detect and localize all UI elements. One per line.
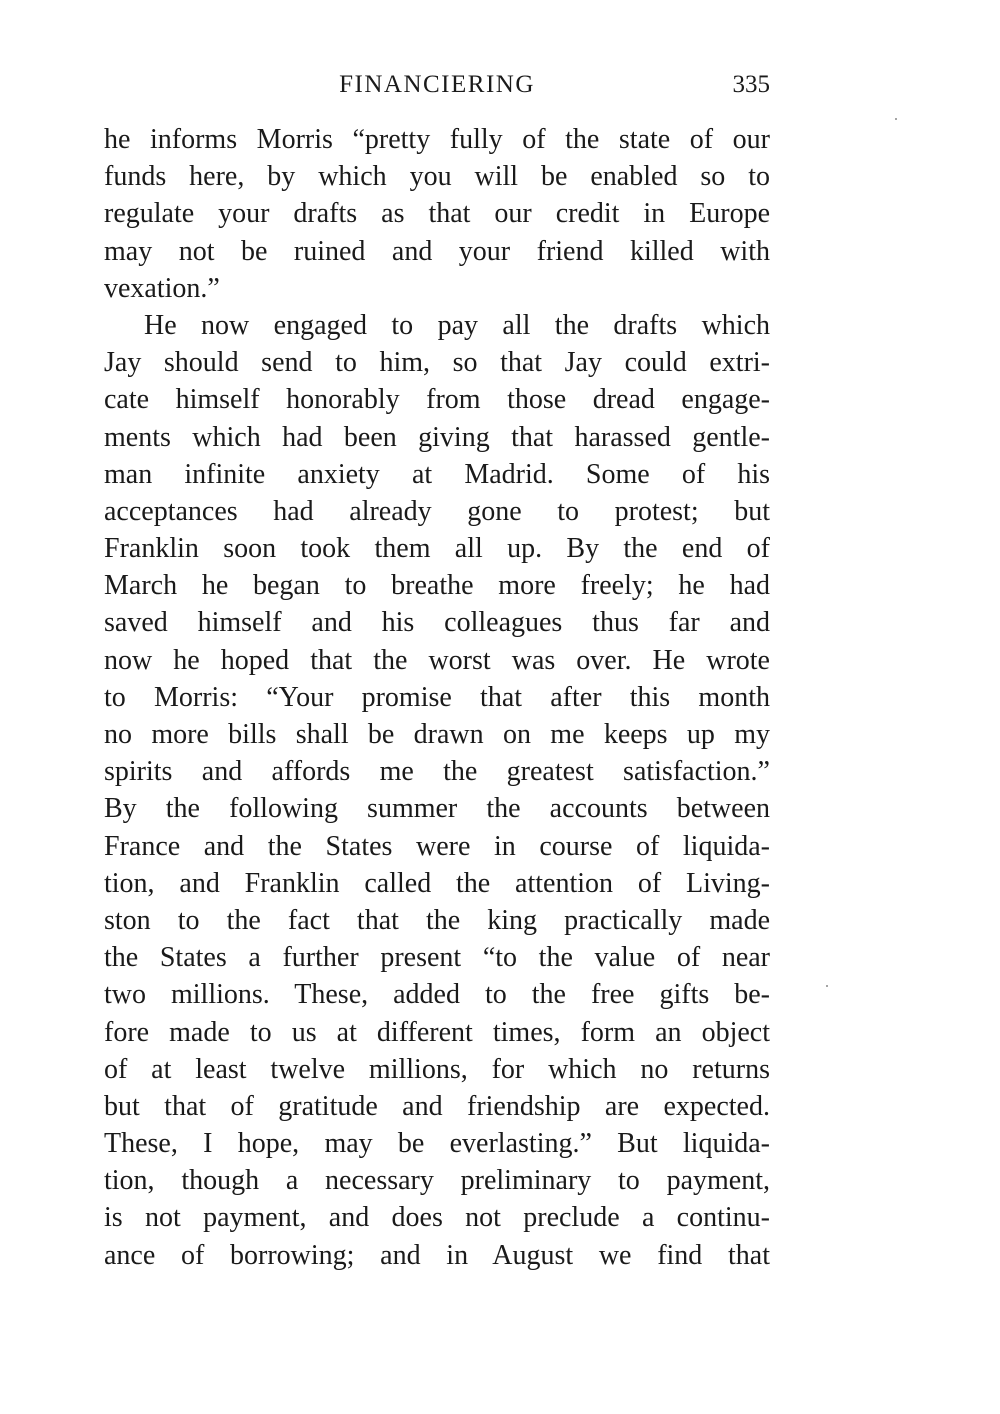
text-line: Franklin soon took them all up. By the end of — [104, 533, 770, 565]
text-line: now he hoped that the worst was over. He wrote — [104, 644, 770, 676]
text-line: ance of borrowing; and in August we find that — [104, 1239, 770, 1271]
text-line: may not be ruined and your friend killed with — [104, 235, 770, 267]
text-line: By the following summer the accounts between — [104, 793, 770, 825]
text-line: no more bills shall be drawn on me keeps up my — [104, 719, 770, 750]
text-line: of at least twelve millions, for which no returns — [104, 1053, 770, 1085]
text-line: These, I hope, may be everlasting.” But liquida- — [104, 1128, 770, 1160]
text-line: is not payment, and does not preclude a continu- — [104, 1202, 770, 1234]
running-head — [104, 68, 770, 102]
paragraph-1 — [104, 121, 770, 307]
text-line: tion, and Franklin called the attention of Living- — [104, 867, 770, 899]
text-line: tion, though a necessary preliminary to payment, — [104, 1165, 770, 1197]
text-line: but that of gratitude and friendship are expected. — [104, 1090, 770, 1122]
text-line: Jay should send to him, so that Jay could extri- — [104, 347, 770, 379]
text-line: vexation.” — [104, 272, 220, 304]
text-line: man infinite anxiety at Madrid. Some of his — [104, 458, 770, 490]
text-line: to Morris: “Your promise that after this month — [104, 681, 770, 713]
text-line: the States a further present “to the value of near — [104, 942, 770, 974]
paragraph-2 — [104, 307, 770, 1274]
page-number: 335 — [732, 71, 770, 98]
text-line: He now engaged to pay all the drafts which — [144, 309, 770, 341]
text-line: two millions. These, added to the free gifts be- — [104, 979, 770, 1011]
scan-speck — [895, 118, 897, 120]
text-line: March he began to breathe more freely; he had — [104, 570, 770, 602]
text-line: acceptances had already gone to protest; but — [104, 495, 770, 527]
text-line: fore made to us at different times, form an object — [104, 1016, 770, 1048]
text-line: France and the States were in course of liquida- — [104, 830, 770, 862]
body-text — [104, 121, 770, 1274]
text-line: cate himself honorably from those dread engage- — [104, 384, 770, 416]
text-line: ston to the fact that the king practically made — [104, 904, 770, 936]
text-line: ments which had been giving that harassed gentle- — [104, 421, 770, 453]
scan-speck — [826, 985, 828, 987]
text-line: funds here, by which you will be enabled so to — [104, 161, 770, 193]
text-line: spirits and affords me the greatest satisfaction.” — [104, 756, 770, 788]
running-title: FINANCIERING — [339, 71, 535, 98]
text-line: saved himself and his colleagues thus far and — [104, 607, 770, 639]
text-line: he informs Morris “pretty fully of the state of our — [104, 124, 770, 155]
text-line: regulate your drafts as that our credit in Europe — [104, 198, 770, 230]
